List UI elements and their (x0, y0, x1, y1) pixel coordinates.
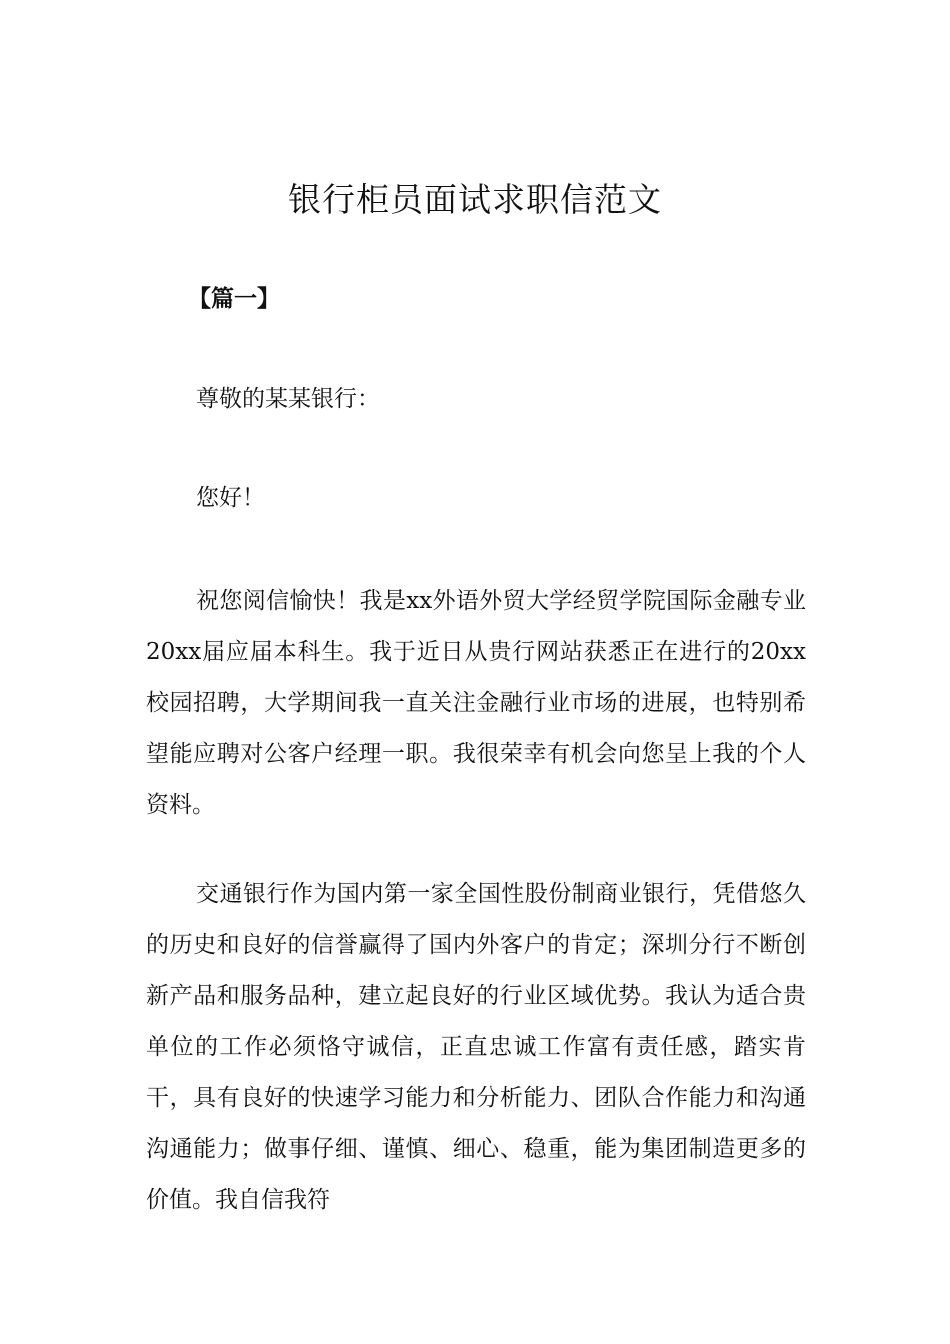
greeting: 您好！ (196, 485, 265, 511)
section-label: 【篇一】 (188, 286, 280, 312)
paragraph-2: 交通银行作为国内第一家全国性股份制商业银行，凭借悠久的历史和良好的信誉赢得了国内外客户的肯定；深圳分行不断创新产品和服务品种，建立起良好的行业区域优势。我认为适合贵单位的工作必须恪守诚信，正直忠诚工作富有责任感，踏实肯干，具有良好的快速学习能力和分析能力、团队合作能力和沟通沟通能力；做事仔细、谨慎、细心、稳重，能为集团制造更多的价值。我自信我符 (146, 881, 806, 1213)
paragraph-1: 祝您阅信愉快！我是xx外语外贸大学经贸学院国际金融专业20xx届应届本科生。我于近日从贵行网站获悉正在进行的20xx校园招聘，大学期间我一直关注金融行业市场的进展，也特别希望能应聘对公客户经理一职。我很荣幸有机会向您呈上我的个人资料。 (146, 588, 806, 818)
salutation: 尊敬的某某银行： (196, 386, 380, 412)
document-title: 银行柜员面试求职信范文 (288, 180, 662, 219)
